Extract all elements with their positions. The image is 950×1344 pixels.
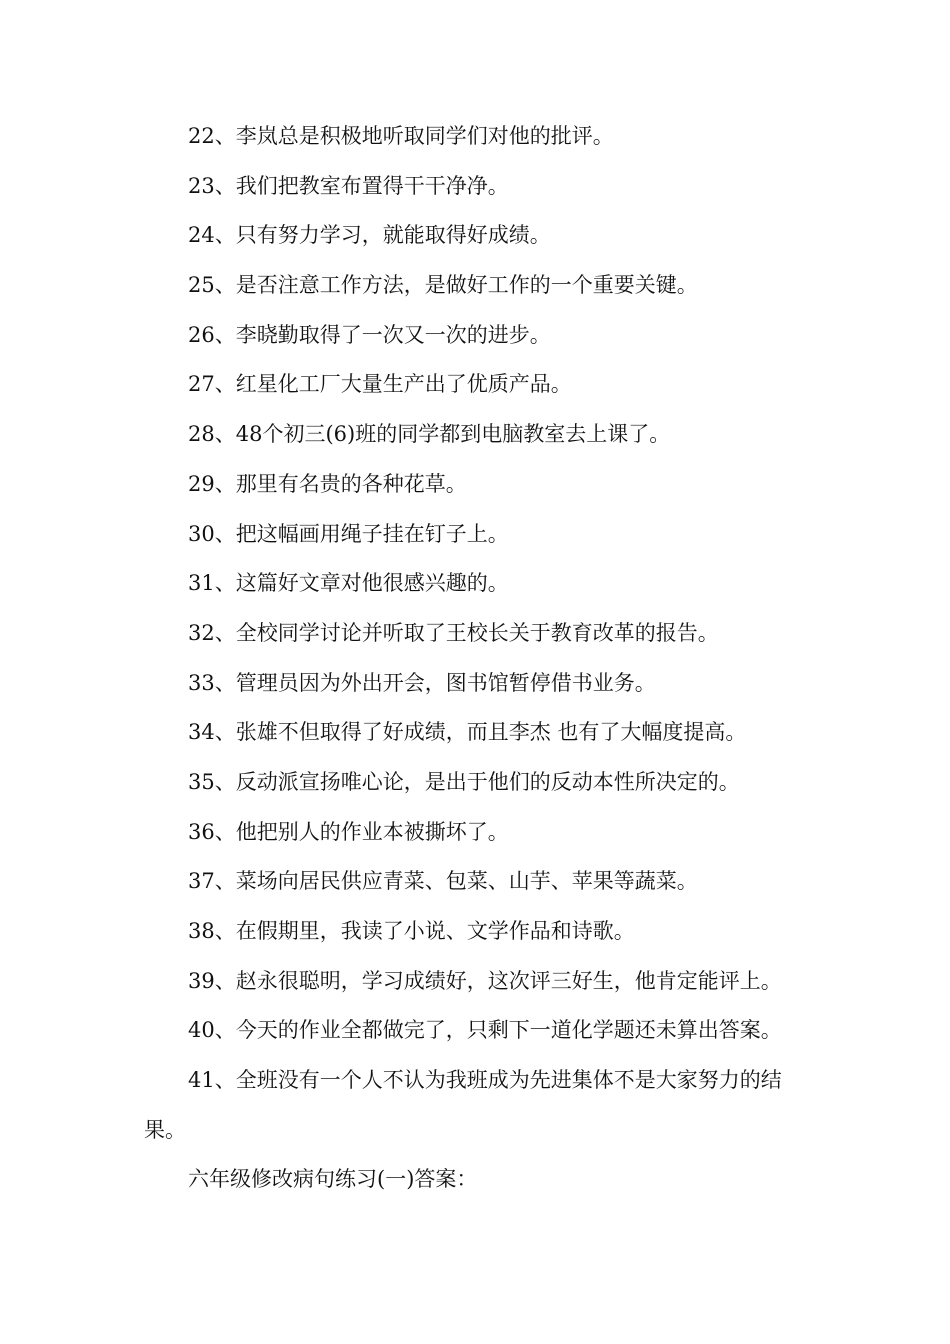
sentence-39: 39、赵永很聪明，学习成绩好，这次评三好生，他肯定能评上。 [188,968,782,993]
sentence-32: 32、全校同学讨论并听取了王校长关于教育改革的报告。 [188,620,719,645]
sentence-40: 40、今天的作业全都做完了，只剩下一道化学题还未算出答案。 [188,1018,782,1043]
answers-heading: 六年级修改病句练习(一)答案： [188,1167,478,1192]
sentence-29: 29、那里有名贵的各种花草。 [188,471,467,496]
sentence-38: 38、在假期里，我读了小说、文学作品和诗歌。 [188,919,635,943]
sentence-26: 26、李晓勤取得了一次又一次的进步。 [188,322,551,347]
sentence-41-line-2: 果。 [144,1117,186,1142]
sentence-27: 27、红星化工厂大量生产出了优质产品。 [188,372,572,397]
sentence-41-line-1: 41、全班没有一个人不认为我班成为先进集体不是大家努力的结 [188,1068,782,1093]
sentence-22: 22、李岚总是积极地听取同学们对他的批评。 [188,124,614,148]
sentence-23: 23、我们把教室布置得干干净净。 [188,173,509,198]
sentence-33: 33、管理员因为外出开会，图书馆暂停借书业务。 [188,670,656,695]
sentence-30: 30、把这幅画用绳子挂在钉子上。 [188,521,509,546]
sentence-35: 35、反动派宣扬唯心论，是出于他们的反动本性所决定的。 [188,769,740,794]
sentence-37: 37、菜场向居民供应青菜、包菜、山芋、苹果等蔬菜。 [188,869,698,894]
sentence-24: 24、只有努力学习，就能取得好成绩。 [188,223,551,248]
sentence-28: 28、48个初三(6)班的同学都到电脑教室去上课了。 [188,422,671,447]
sentence-25: 25、是否注意工作方法，是做好工作的一个重要关键。 [188,273,698,298]
sentence-34: 34、张雄不但取得了好成绩，而且李杰 也有了大幅度提高。 [188,720,747,745]
sentence-31: 31、这篇好文章对他很感兴趣的。 [188,571,509,596]
sentence-36: 36、他把别人的作业本被撕坏了。 [188,819,509,844]
document-body [144,116,814,1209]
